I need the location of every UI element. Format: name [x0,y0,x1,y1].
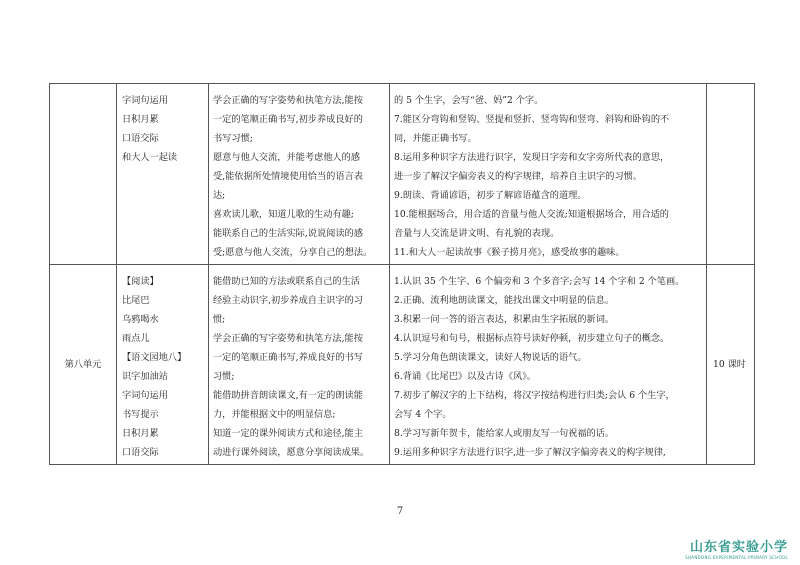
objectives-cell [390,265,707,465]
objectives-cell [390,84,707,265]
cell-line: 动进行课外阅读，愿意分享阅读成果。 [213,447,370,458]
cell-line: 雨点儿 [122,333,150,344]
cell-line: 的 5 个生字，会写“爸、妈”2 个字。 [394,95,544,106]
cell-line: 知道一定的课外阅读方式和途径,能主 [213,428,363,439]
cell-line: 【阅读】 [122,276,159,287]
cell-line: 乌鸦喝水 [122,314,159,325]
cell-line: 字词句运用 [122,390,168,401]
hours-cell [707,84,755,265]
cell-line: 口语交际 [122,447,159,458]
cell-line: 惯; [213,314,226,325]
cell-line: 进一步了解汉字偏旁表义的构字规律，培养自主识字的习惯。 [394,171,643,182]
cell-line: 习惯; [213,371,235,382]
cell-line: 受;愿意与他人交流，分享自己的想法。 [213,247,373,258]
cell-line: 3.积累一问一答的语言表达，积累由生字拓展的新词。 [394,314,615,325]
hours-cell: 10 课时 [707,265,755,465]
cell-line: 比尾巴 [122,295,150,306]
table-row [50,84,755,265]
goals-cell [209,265,390,465]
cell-line: 学会正确的写字姿势和执笔方法,能按 [213,95,363,106]
cell-line: 8.学习写新年贺卡，能给家人或朋友写一句祝福的话。 [394,428,615,439]
cell-line: 书写提示 [122,409,159,420]
cell-line: 2.正确、流利地朗读课文，能找出课文中明显的信息。 [394,295,615,306]
cell-line: 一定的笔顺正确书写,养成良好的书写 [213,352,363,363]
cell-line: 口语交际 [122,133,159,144]
cell-line: 和大人一起读 [122,152,178,163]
cell-line: 10.能根据场合，用合适的音量与他人交流;知道根据场合，用合适的 [394,209,669,220]
cell-line: 7.能区分弯钩和竖钩、竖提和竖折、竖弯钩和竖弯、斜钩和卧钩的不 [394,114,670,125]
cell-line: 同，并能正确书写。 [394,133,477,144]
cell-line: 字词句运用 [122,95,168,106]
school-name-english: SHANDONG EXPERIMENTAL PRIMARY SCHOOL [685,555,788,560]
cell-line: 达; [213,190,226,201]
cell-line: 8.运用多种识字方法进行识字，发现日字旁和女字旁所代表的意思， [394,152,670,163]
cell-line: 受,能依据所处情境使用恰当的语言表 [213,171,363,182]
cell-line: 力，并能根据文中的明显信息; [213,409,336,420]
cell-line: 日积月累 [122,428,159,439]
school-logo [685,536,788,560]
cell-line: 能借助已知的方法或联系自己的生活 [213,276,360,287]
cell-line: 学会正确的写字姿势和执笔方法,能按 [213,333,363,344]
cell-line: 一定的笔顺正确书写,初步养成良好的 [213,114,363,125]
cell-line: 能借助拼音朗读课文,有一定的朗读能 [213,390,363,401]
cell-line: 经验主动识字,初步养成自主识字的习 [213,295,363,306]
cell-line: 5.学习分角色朗读课文，读好人物说话的语气。 [394,352,587,363]
unit-cell: 第八单元 [50,265,117,465]
cell-line: 1.认识 35 个生字、6 个偏旁和 3 个多音字;会写 14 个字和 2 个笔画。 [394,276,685,287]
cell-line: 书写习惯; [213,133,253,144]
cell-line: 4.认识逗号和句号，根据标点符号读好停顿，初步建立句子的概念。 [394,333,670,344]
cell-line: 【语文园地八】 [122,352,187,363]
cell-line: 识字加油站 [122,371,168,382]
cell-line: 会写 4 个字。 [394,409,452,420]
lessons-cell [117,265,209,465]
curriculum-table [49,83,755,465]
cell-line: 7.初步了解汉字的上下结构，将汉字按结构进行归类;会认 6 个生字， [394,390,675,401]
school-name: 山东省实验小学 [689,540,788,555]
cell-line: 愿意与他人交流，并能考虑他人的感 [213,152,360,163]
page-number: 7 [396,506,404,517]
cell-line: 11.和大人一起读故事《猴子捞月亮》，感受故事的趣味。 [394,247,625,258]
cell-line: 能联系自己的生活实际,说说阅读的感 [213,228,363,239]
cell-line: 音量与人交流是讲文明、有礼貌的表现。 [394,228,560,239]
cell-line: 9.朗读、背诵谚语，初步了解谚语蕴含的道理。 [394,190,587,201]
cell-line: 9.运用多种识字方法进行识字,进一步了解汉字偏旁表义的构字规律, [394,447,666,458]
goals-cell [209,84,390,265]
unit-cell [50,84,117,265]
cell-line: 喜欢读儿歌，知道儿歌的生动有趣; [213,209,354,220]
cell-line: 日积月累 [122,114,159,125]
cell-line: 6.背诵《比尾巴》以及古诗《风》。 [394,371,536,382]
lessons-cell [117,84,209,265]
table-row [50,265,755,465]
